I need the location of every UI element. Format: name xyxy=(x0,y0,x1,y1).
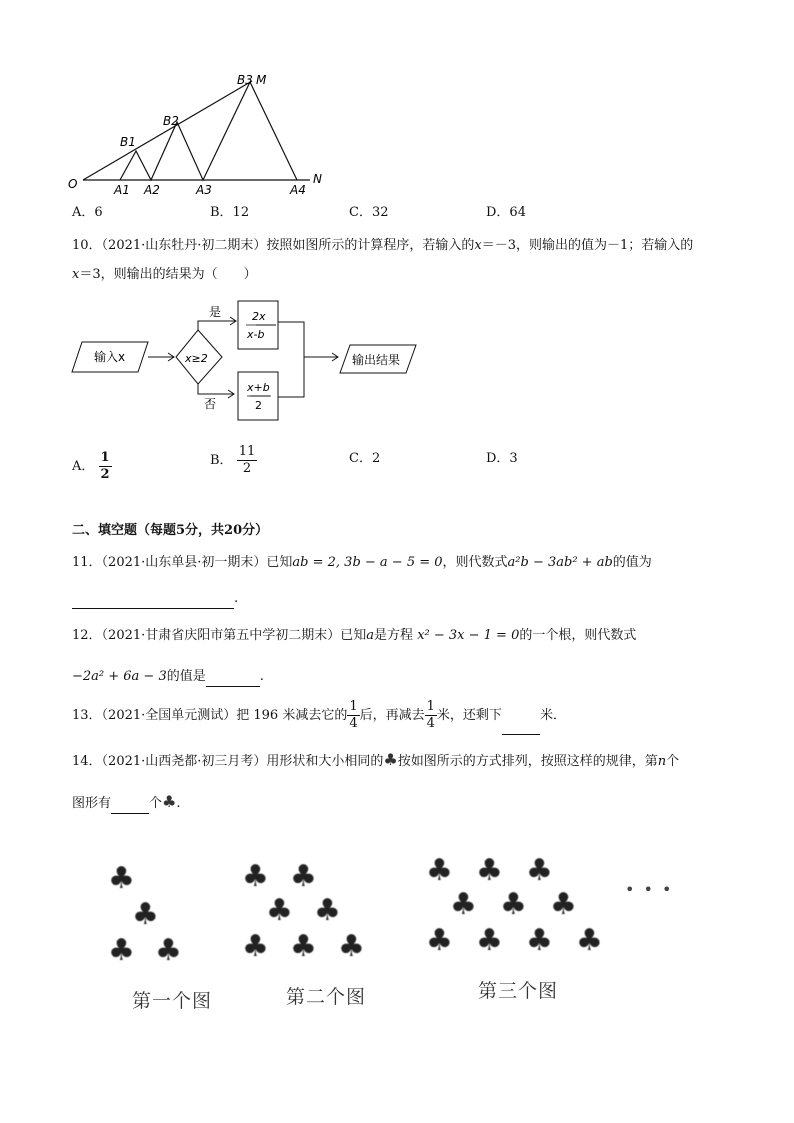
q13-line xyxy=(72,698,566,735)
q12-equation: x² − 3x − 1 = 0 xyxy=(417,628,520,643)
club-icon: ♣ xyxy=(242,859,269,894)
q13-frac1-num: 1 xyxy=(349,699,358,714)
q9-option-d: D．64 xyxy=(486,205,526,220)
flowchart xyxy=(70,296,430,436)
club-icon: ♣ xyxy=(476,853,503,888)
q12-var-a: a xyxy=(366,628,375,643)
q13-frac1-den: 4 xyxy=(349,716,358,731)
point-o: O xyxy=(68,177,78,191)
q9-option-c: C．32 xyxy=(349,205,389,220)
q10-line2-text: ＝3，则输出的结果为（ ） xyxy=(79,267,257,282)
q10-option-b xyxy=(210,444,257,477)
flow-output-label: 输出结果 xyxy=(352,353,401,367)
q13-mid2: 米，还剩下 xyxy=(436,708,502,723)
q10-option-a-frac xyxy=(99,450,112,483)
q10-option-b-label: B． xyxy=(210,453,233,468)
q9-option-a: A．6 xyxy=(72,205,103,220)
club-icon: ♣ xyxy=(476,923,503,958)
q13-answer-blank[interactable] xyxy=(502,698,540,735)
club-icon: ♣ xyxy=(132,897,159,932)
q14-mid: 按如图所示的方式排列，按照这样的规律，第 xyxy=(397,754,658,769)
club-icon: ♣ xyxy=(426,853,453,888)
zigzag xyxy=(120,82,297,180)
point-a1: A1 xyxy=(114,183,130,197)
q13-frac2 xyxy=(425,699,437,732)
q10-option-b-num: 11 xyxy=(238,444,256,459)
club-icon: ♣ xyxy=(290,929,317,964)
q13-prefix: 13．（2021·全国单元测试）把 196 米减去它的 xyxy=(72,708,348,723)
q10-option-d: D．3 xyxy=(486,451,518,466)
flow-yes-den: x-b xyxy=(247,328,265,341)
figure-label-2: 第二个图 xyxy=(286,986,367,1008)
q10-option-b-den: 2 xyxy=(242,461,252,476)
q10-mid: ＝－3，则输出的值为－1；若输入的 xyxy=(481,238,694,253)
club-icon: ♣ xyxy=(550,887,577,922)
club-icon: ♣ xyxy=(290,859,317,894)
club-icon: ♣ xyxy=(450,887,477,922)
section2-title: 二、填空题（每题5分，共20分） xyxy=(72,523,269,538)
point-n: N xyxy=(313,172,322,186)
q10-var-x: x xyxy=(474,238,482,253)
club-icon: ♣ xyxy=(162,792,177,811)
q11-line1 xyxy=(72,554,652,572)
q14-line2-mid: 个 xyxy=(149,796,163,811)
q10-line2 xyxy=(72,266,257,284)
q10-line1 xyxy=(72,237,693,255)
q9-option-b: B．12 xyxy=(210,205,250,220)
q12-suffix: 的一个根，则代数式 xyxy=(519,628,637,643)
club-icon: ♣ xyxy=(108,933,135,968)
q12-mid: 是方程 xyxy=(374,628,414,643)
q10-line2-var: x xyxy=(72,267,80,282)
q11-answer-blank[interactable] xyxy=(72,590,234,609)
q13-suffix: 米． xyxy=(539,708,566,723)
q14-prefix: 14．（2021·山西尧都·初三月考）用形状和大小相同的 xyxy=(72,754,384,769)
flow-yes-num: 2x xyxy=(252,310,266,323)
q10-option-a xyxy=(72,450,112,483)
point-m: M xyxy=(256,73,267,87)
q11-middle: ，则代数式 xyxy=(442,555,508,570)
q10-option-b-frac xyxy=(237,444,258,477)
club-icon: ♣ xyxy=(314,893,341,928)
flow-yes-label: 是 xyxy=(209,305,222,319)
club-icon: ♣ xyxy=(426,923,453,958)
q11-line2 xyxy=(72,590,238,609)
flow-input-label: 输入x xyxy=(94,350,126,364)
club-icon: ♣ xyxy=(266,893,293,928)
club-pattern-figure xyxy=(100,840,700,1030)
geometry-figure xyxy=(60,64,350,204)
q13-mid: 后，再减去 xyxy=(359,708,425,723)
point-b2: B2 xyxy=(163,114,179,128)
point-a4: A4 xyxy=(290,183,306,197)
q12-expression: −2a² + 6a − 3 xyxy=(72,669,167,684)
q14-line2 xyxy=(72,793,181,814)
club-icon: ♣ xyxy=(576,923,603,958)
flow-no-den: 2 xyxy=(255,399,262,412)
q11-suffix: 的值为 xyxy=(612,555,652,570)
q12-answer-blank[interactable] xyxy=(206,668,260,687)
point-a2: A2 xyxy=(144,183,160,197)
q12-end: . xyxy=(259,669,264,684)
flow-no-label: 否 xyxy=(204,397,217,411)
q11-end: . xyxy=(234,591,239,606)
q14-line2-prefix: 图形有 xyxy=(72,796,112,811)
q13-frac2-den: 4 xyxy=(426,716,435,731)
q14-var-n: n xyxy=(657,754,667,769)
q12-line2 xyxy=(72,668,264,687)
q11-condition: ab = 2, 3b − a − 5 = 0 xyxy=(292,555,443,570)
q12-line2-suffix: 的值是 xyxy=(166,669,206,684)
club-icon: ♣ xyxy=(383,750,398,769)
q14-line1 xyxy=(72,751,679,771)
flow-condition-label: x≥2 xyxy=(185,352,208,365)
q11-expression: a²b − 3ab² + ab xyxy=(507,555,613,570)
club-icon: ♣ xyxy=(338,929,365,964)
club-icon: ♣ xyxy=(500,887,527,922)
club-icon: ♣ xyxy=(108,861,135,896)
point-a3: A3 xyxy=(196,183,212,197)
q14-line2-end: . xyxy=(176,796,181,811)
q13-frac2-num: 1 xyxy=(426,699,435,714)
point-b1: B1 xyxy=(120,135,136,149)
q10-option-a-label: A． xyxy=(72,459,95,474)
club-icon: ♣ xyxy=(242,929,269,964)
q12-prefix: 12．（2021·甘肃省庆阳市第五中学初二期末）已知 xyxy=(72,628,367,643)
club-icon: ♣ xyxy=(526,923,553,958)
point-b3: B3 xyxy=(237,73,253,87)
club-icon: ♣ xyxy=(155,933,182,968)
figure-label-1: 第一个图 xyxy=(132,990,213,1012)
q14-suffix: 个 xyxy=(666,754,680,769)
flow-no-num: x+b xyxy=(247,381,270,394)
q14-answer-blank[interactable] xyxy=(111,795,149,814)
q11-prefix: 11．（2021·山东单县·初一期末）已知 xyxy=(72,555,293,570)
q12-line1 xyxy=(72,627,636,645)
ellipsis: • • • xyxy=(625,880,674,899)
club-icon: ♣ xyxy=(526,853,553,888)
q10-option-c: C．2 xyxy=(349,451,381,466)
q10-option-a-den: 2 xyxy=(100,467,110,482)
q13-frac1 xyxy=(347,699,359,732)
figure-label-3: 第三个图 xyxy=(478,980,559,1002)
q10-prefix: 10．（2021·山东牡丹·初二期末）按照如图所示的计算程序，若输入的 xyxy=(72,238,475,253)
q10-option-a-num: 1 xyxy=(100,450,110,465)
